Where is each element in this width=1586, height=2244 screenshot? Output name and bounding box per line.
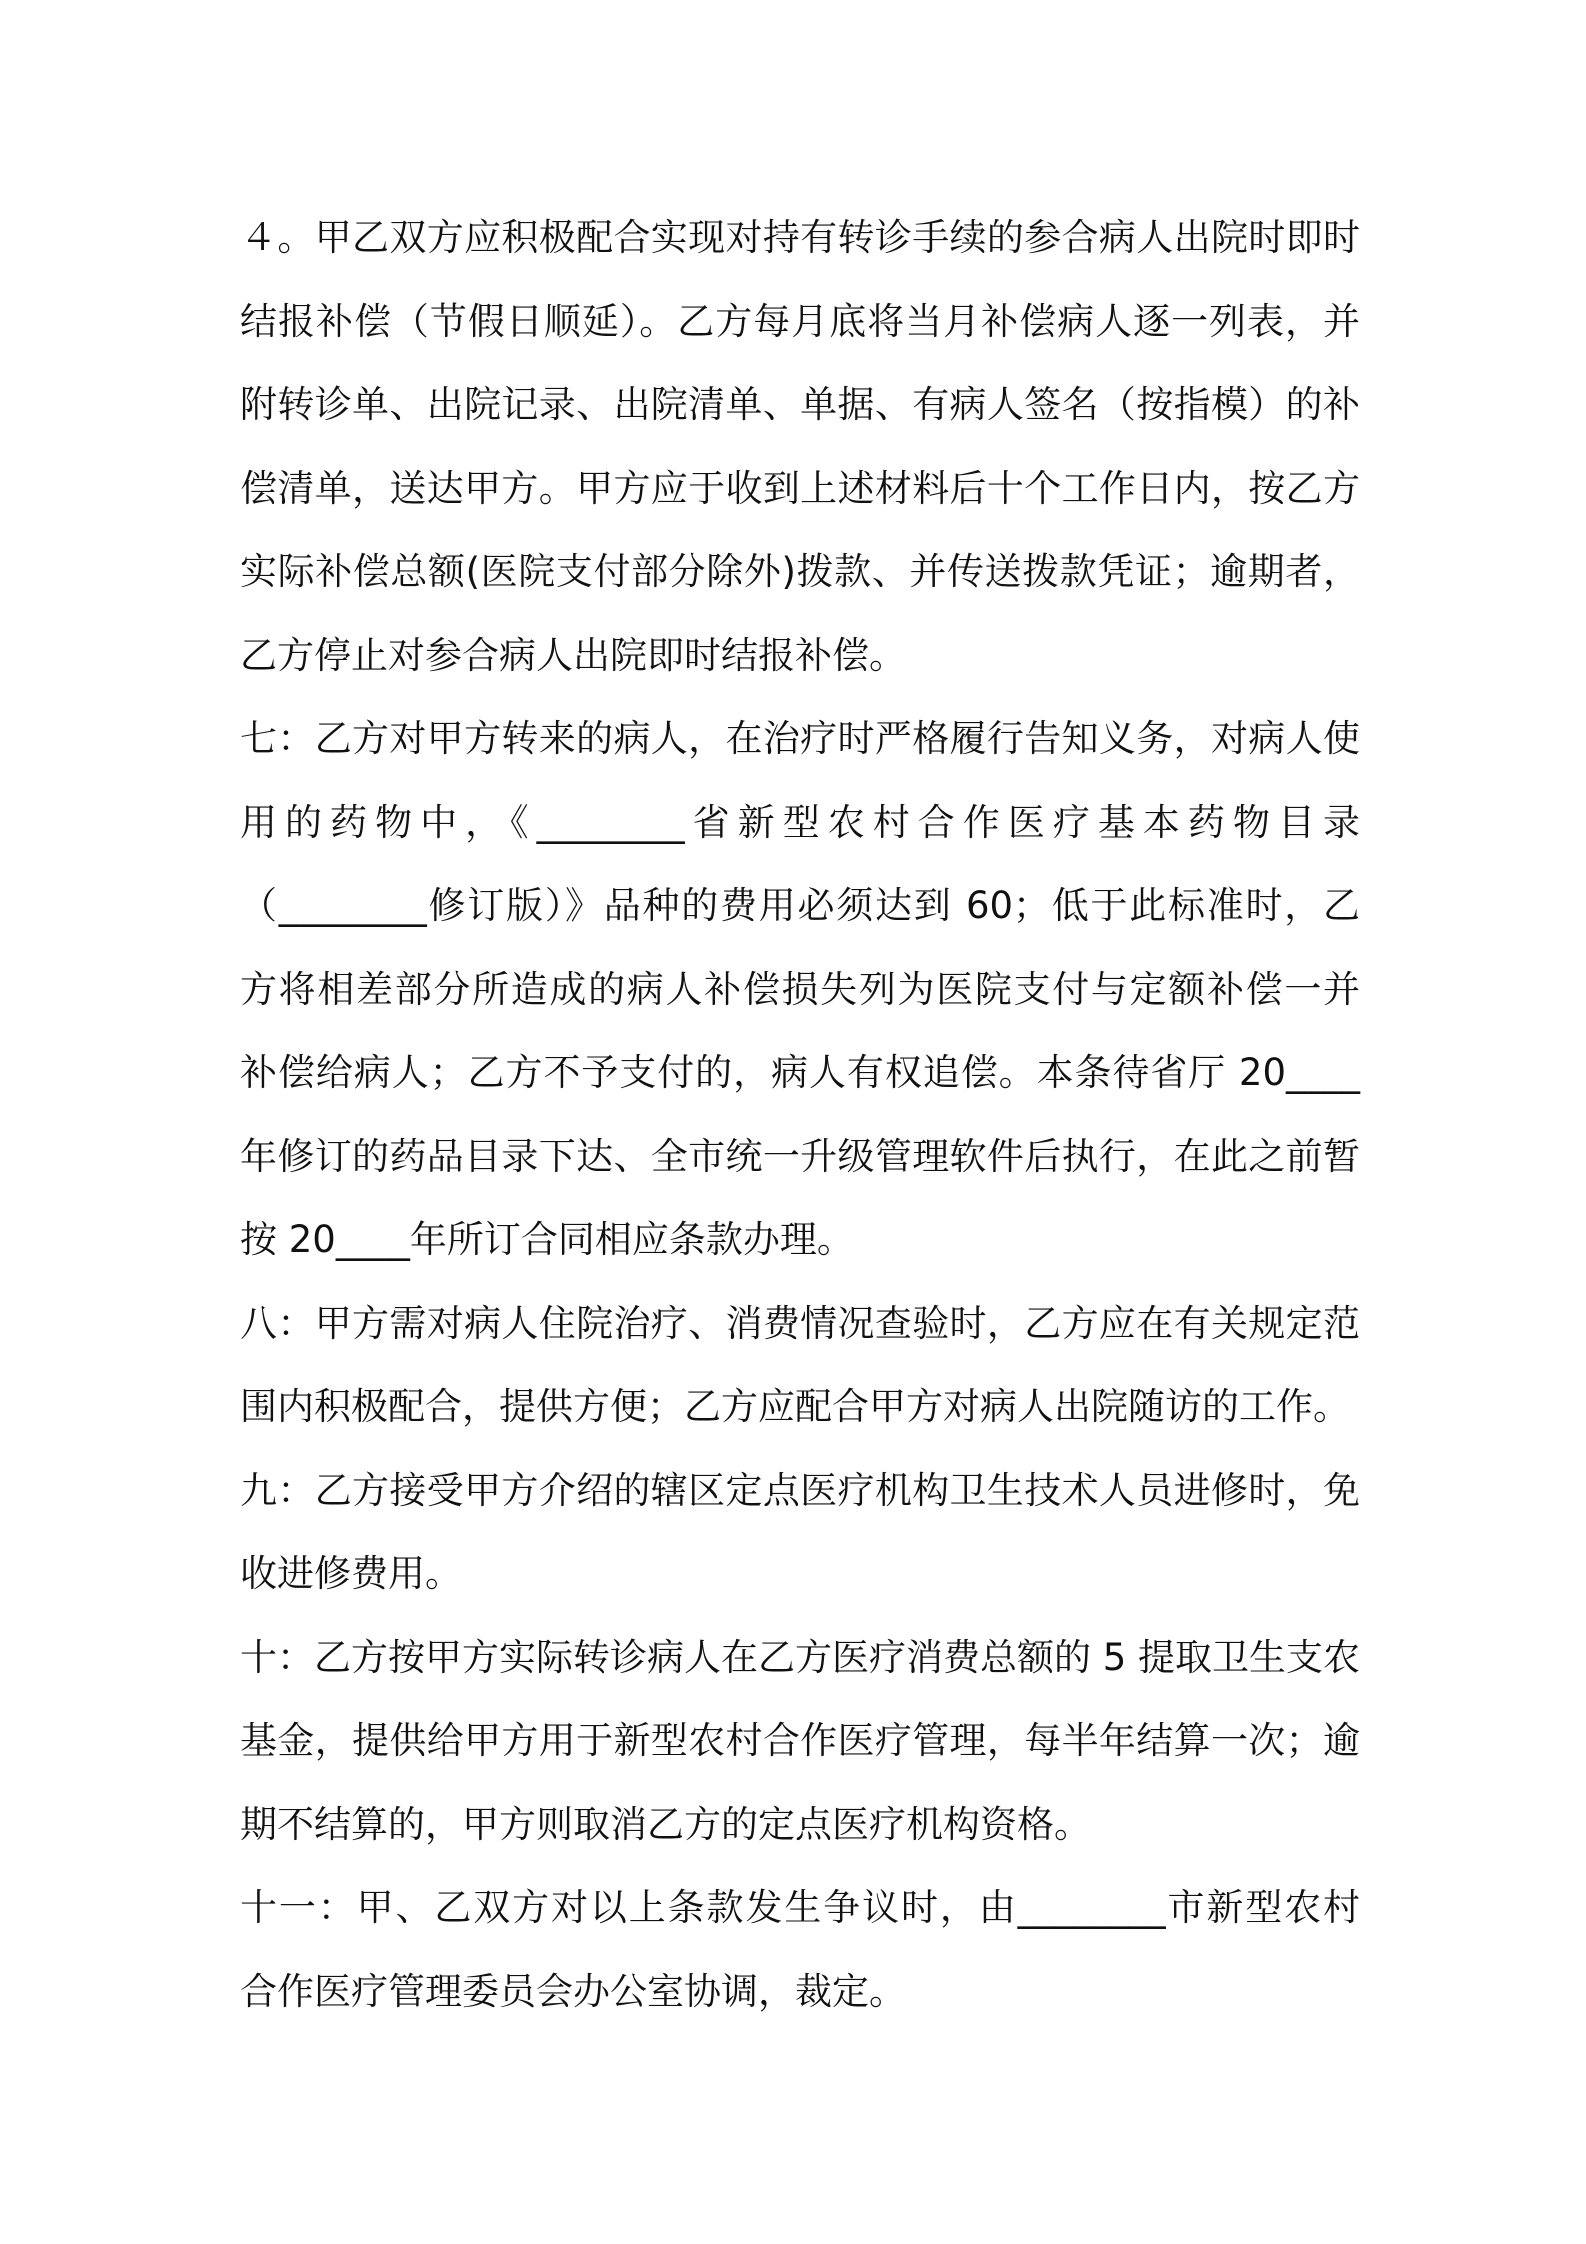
text-line: 十一：甲、乙双方对以上条款发生争议时，由________市新型农村 [240,1886,1360,1929]
text-line: 期不结算的，甲方则取消乙方的定点医疗机构资格。 [240,1802,1091,1846]
text-line: ４。甲乙双方应积极配合实现对持有转诊手续的参合病人出院时即时 [240,216,1360,259]
paragraph-clause-8 [240,1282,1360,1449]
text-line: 乙方停止对参合病人出院即时结报补偿。 [240,633,906,677]
paragraph-clause-4 [240,196,1360,697]
text-line: 结报补偿（节假日顺延）。乙方每月底将当月补偿病人逐一列表，并 [240,299,1360,343]
text-line: 八：甲方需对病人住院治疗、消费情况查验时，乙方应在有关规定范 [240,1301,1360,1345]
text-line: 基金，提供给甲方用于新型农村合作医疗管理，每半年结算一次；逾 [240,1719,1360,1762]
document-body [240,196,1360,2033]
paragraph-clause-11 [240,1866,1360,2033]
text-line: 九：乙方接受甲方介绍的辖区定点医疗机构卫生技术人员进修时，免 [240,1468,1360,1512]
text-line: 方将相差部分所造成的病人补偿损失列为医院支付与定额补偿一并 [240,967,1360,1011]
text-line: 用的药物中，《________省新型农村合作医疗基本药物目录 [240,800,1360,844]
text-line: 围内积极配合，提供方便；乙方应配合甲方对病人出院随访的工作。 [240,1385,1350,1428]
paragraph-clause-10 [240,1616,1360,1867]
paragraph-clause-9 [240,1449,1360,1616]
text-line: 十：乙方按甲方实际转诊病人在乙方医疗消费总额的 5 提取卫生支农 [240,1635,1361,1679]
paragraph-clause-7 [240,697,1360,1282]
text-line: 合作医疗管理委员会办公室协调，裁定。 [240,1969,906,2013]
text-line: 七：乙方对甲方转来的病人，在治疗时严格履行告知义务，对病人使 [240,717,1360,760]
text-line: （________修订版）》品种的费用必须达到 60；低于此标准时，乙 [240,884,1360,927]
text-line: 收进修费用。 [240,1552,462,1595]
text-line: 年修订的药品目录下达、全市统一升级管理软件后执行，在此之前暂 [240,1134,1360,1178]
text-line: 偿清单，送达甲方。甲方应于收到上述材料后十个工作日内，按乙方 [240,466,1360,510]
text-line: 按 20____年所订合同相应条款办理。 [240,1218,854,1261]
text-line: 实际补偿总额(医院支付部分除外)拨款、并传送拨款凭证；逾期者， [240,550,1360,593]
text-line: 附转诊单、出院记录、出院清单、单据、有病人签名（按指模）的补 [240,383,1360,426]
text-line: 补偿给病人；乙方不予支付的，病人有权追偿。本条待省厅 20____ [240,1051,1360,1094]
